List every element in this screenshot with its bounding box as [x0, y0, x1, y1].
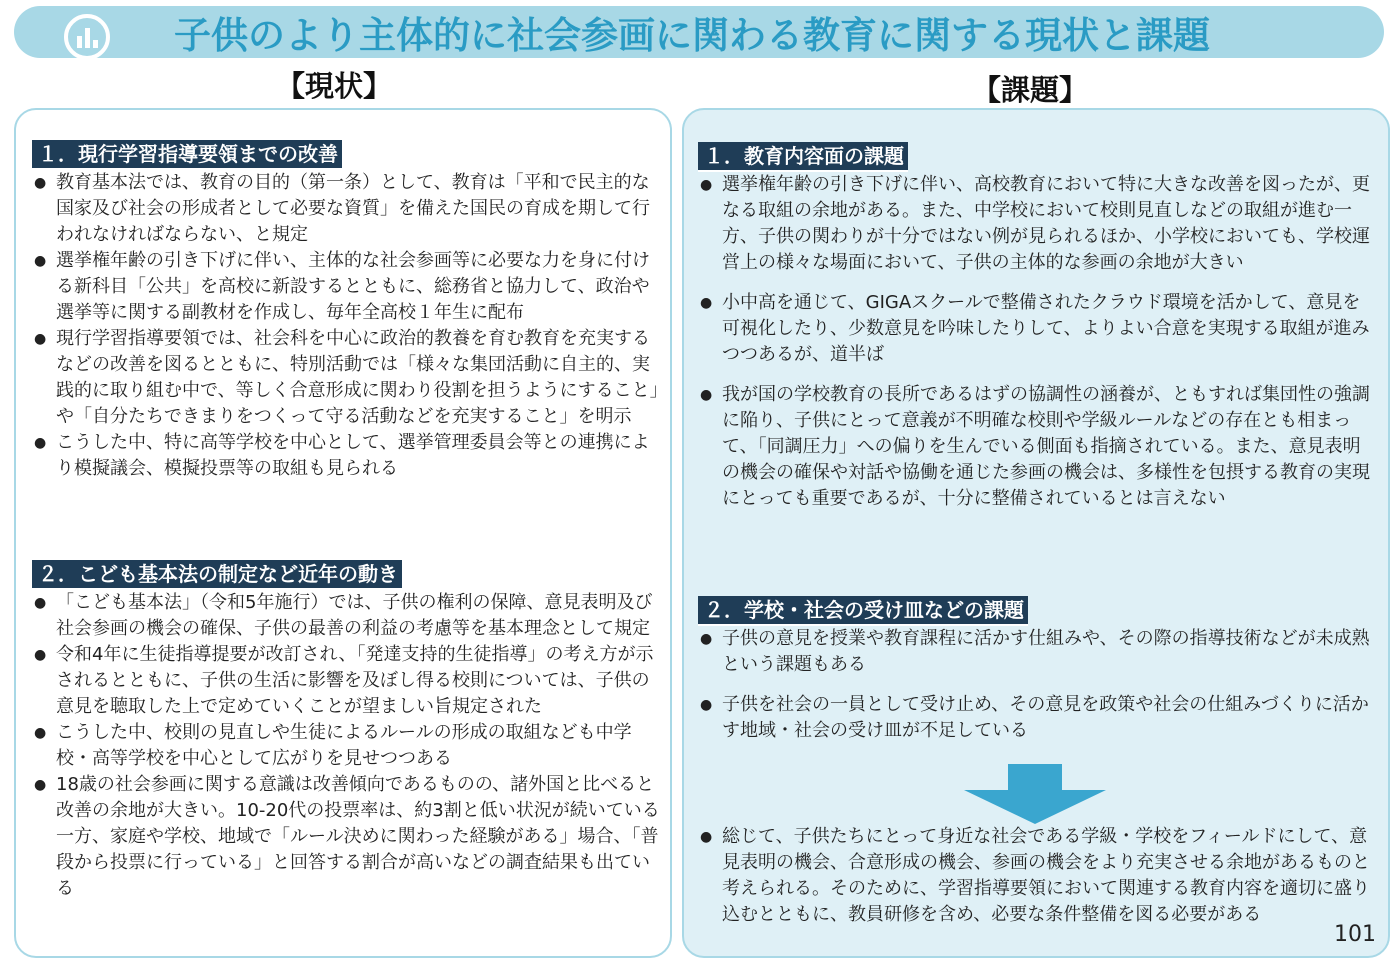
page-number: 101 — [1334, 922, 1376, 947]
issues-section-1-title: １．教育内容面の課題 — [698, 142, 908, 172]
list-item: ● 令和4年に生徒指導提要が改訂され、「発達支持的生徒指導」の考え方が示されるとともに、子供の生活に影響を及ぼし得る校則については、子供の意見を聴取した上で定めていくことが望ましい旨規定された — [34, 642, 660, 720]
list-item: ● 18歳の社会参画に関する意識は改善傾向であるものの、諸外国と比べると改善の余地が大きい。10-20代の投票率は、約3割と低い状況が続いている一方、家庭や学校、地域で「ルール決めに関わった経験がある」場合、「普段から投票に行っている」と回答する割合が高いなどの調査結果も出ている — [34, 772, 660, 902]
page-title: 子供のより主体的に社会参画に関わる教育に関する現状と課題 — [174, 14, 1210, 57]
issues-section-1-list — [700, 172, 1374, 512]
list-item: ● 教育基本法では、教育の目的（第一条）として、教育は「平和で民主的な国家及び社会の形成者として必要な資質」を備えた国民の育成を期して行われなければならない、と規定 — [34, 170, 660, 248]
current-heading: 【現状】 — [276, 69, 393, 103]
issues-section-2-title: ２．学校・社会の受け皿などの課題 — [698, 596, 1028, 626]
current-section-1-list — [34, 170, 660, 482]
bar-chart-logo-icon — [64, 14, 110, 60]
list-item: ● こうした中、特に高等学校を中心として、選挙管理委員会等との連携により模擬議会、模擬投票等の取組も見られる — [34, 430, 660, 482]
list-item: ● 小中高を通じて、GIGAスクールで整備されたクラウド環境を活かして、意見を可視化したり、少数意見を吟味したりして、よりよい合意を実現する取組が進みつつあるが、道半ば — [700, 290, 1374, 368]
issues-section-2-list — [700, 626, 1374, 744]
current-section-1-title: １．現行学習指導要領までの改善 — [32, 140, 342, 170]
header-banner — [14, 6, 1384, 58]
list-item: ● 現行学習指導要領では、社会科を中心に政治的教養を育む教育を充実するなどの改善を図るとともに、特別活動では「様々な集団活動に自主的、実践的に取り組む中で、等しく合意形成に関わり役割を担うようにすること」や「自分たちできまりをつくって守る活動などを充実すること」を明示 — [34, 326, 660, 430]
current-section-2-list — [34, 590, 660, 902]
issues-conclusion-list — [700, 824, 1374, 928]
list-item: ● 「こども基本法」（令和5年施行）では、子供の権利の保障、意見表明及び社会参画の機会の確保、子供の最善の利益の考慮等を基本理念として規定 — [34, 590, 660, 642]
list-item: ● 子供を社会の一員として受け止め、その意見を政策や社会の仕組みづくりに活かす地域・社会の受け皿が不足している — [700, 692, 1374, 744]
list-item: ● こうした中、校則の見直しや生徒によるルールの形成の取組なども中学校・高等学校を中心として広がりを見せつつある — [34, 720, 660, 772]
list-item: ● 我が国の学校教育の長所であるはずの協調性の涵養が、ともすれば集団性の強調に陥り、子供にとって意義が不明確な校則や学級ルールなどの存在とも相まって、「同調圧力」への偏りを生んでいる側面も指摘されている。また、意見表明の機会の確保や対話や協働を通じた参画の機会は、多様性を包摂する教育の実現にとっても重要であるが、十分に整備されているとは言えない — [700, 382, 1374, 512]
down-arrow-icon — [964, 764, 1106, 824]
list-item: ● 子供の意見を授業や教育課程に活かす仕組みや、その際の指導技術などが未成熟という課題もある — [700, 626, 1374, 678]
list-item: ● 総じて、子供たちにとって身近な社会である学級・学校をフィールドにして、意見表明の機会、合意形成の機会、参画の機会をより充実させる余地があるものと考えられる。そのために、学習指導要領において関連する教育内容を適切に盛り込むとともに、教員研修を含め、必要な条件整備を図る必要がある — [700, 824, 1374, 928]
list-item: ● 選挙権年齢の引き下げに伴い、主体的な社会参画等に必要な力を身に付ける新科目「公共」を高校に新設するとともに、総務省と協力して、政治や選挙等に関する副教材を作成し、毎年全高校１年生に配布 — [34, 248, 660, 326]
list-item: ● 選挙権年齢の引き下げに伴い、高校教育において特に大きな改善を図ったが、更なる取組の余地がある。また、中学校において校則見直しなどの取組が進む一方、子供の関わりが十分ではない例が見られるほか、小学校においても、学校運営上の様々な場面において、子供の主体的な参画の余地が大きい — [700, 172, 1374, 276]
current-section-2-title: ２．こども基本法の制定など近年の動き — [32, 560, 402, 590]
issues-heading: 【課題】 — [972, 73, 1089, 107]
